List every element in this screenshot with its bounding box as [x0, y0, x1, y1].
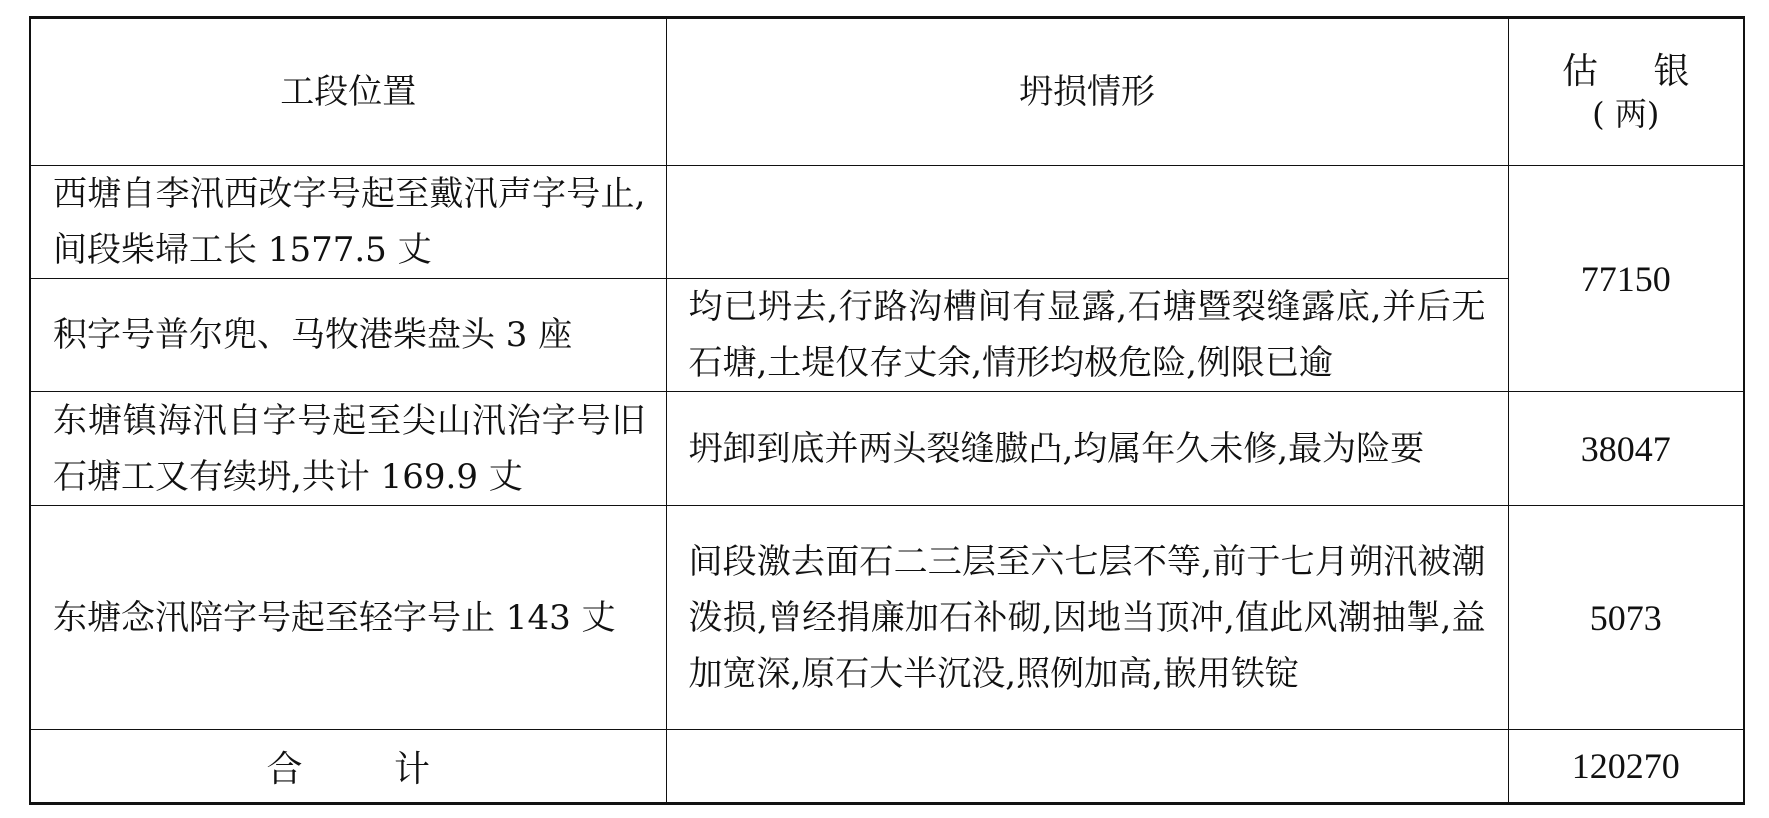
damage-cell: 均已坍去,行路沟槽间有显露,石塘暨裂缝露底,并后无石塘,土堤仅存丈余,情形均极危险,例限已逾 — [666, 279, 1508, 392]
total-label: 合 计 — [30, 730, 666, 804]
location-cell: 东塘镇海汛自字号起至尖山汛治字号旧石塘工又有续坍,共计 169.9 丈 — [30, 392, 666, 506]
table-row — [30, 392, 1744, 506]
header-location: 工段位置 — [30, 18, 666, 166]
cost-cell: 77150 — [1508, 166, 1744, 392]
table-row — [30, 506, 1744, 730]
header-damage: 坍损情形 — [666, 18, 1508, 166]
table-row — [30, 279, 1744, 392]
damage-cell — [666, 166, 1508, 279]
damage-cell: 坍卸到底并两头裂缝臌凸,均属年久未修,最为险要 — [666, 392, 1508, 506]
location-cell: 西塘自李汛西改字号起至戴汛声字号止,间段柴埽工长 1577.5 丈 — [30, 166, 666, 279]
cost-cell: 38047 — [1508, 392, 1744, 506]
total-cost-cell: 120270 — [1508, 730, 1744, 804]
damage-cell: 间段激去面石二三层至六七层不等,前于七月朔汛被潮泼损,曾经捐廉加石补砌,因地当顶冲,值此风潮抽掣,益加宽深,原石大半沉没,照例加高,嵌用铁锭 — [666, 506, 1508, 730]
location-cell: 积字号普尔兜、马牧港柴盘头 3 座 — [30, 279, 666, 392]
location-cell: 东塘念汛陪字号起至轻字号止 143 丈 — [30, 506, 666, 730]
damage-estimate-table — [29, 16, 1745, 805]
total-row — [30, 730, 1744, 804]
header-cost-unit: ( 两) — [1592, 95, 1660, 133]
header-row — [30, 18, 1744, 166]
header-cost-label: 估 银 — [1562, 51, 1712, 92]
table-row — [30, 166, 1744, 279]
cost-cell: 5073 — [1508, 506, 1744, 730]
total-damage-cell — [666, 730, 1508, 804]
header-cost — [1508, 18, 1744, 166]
